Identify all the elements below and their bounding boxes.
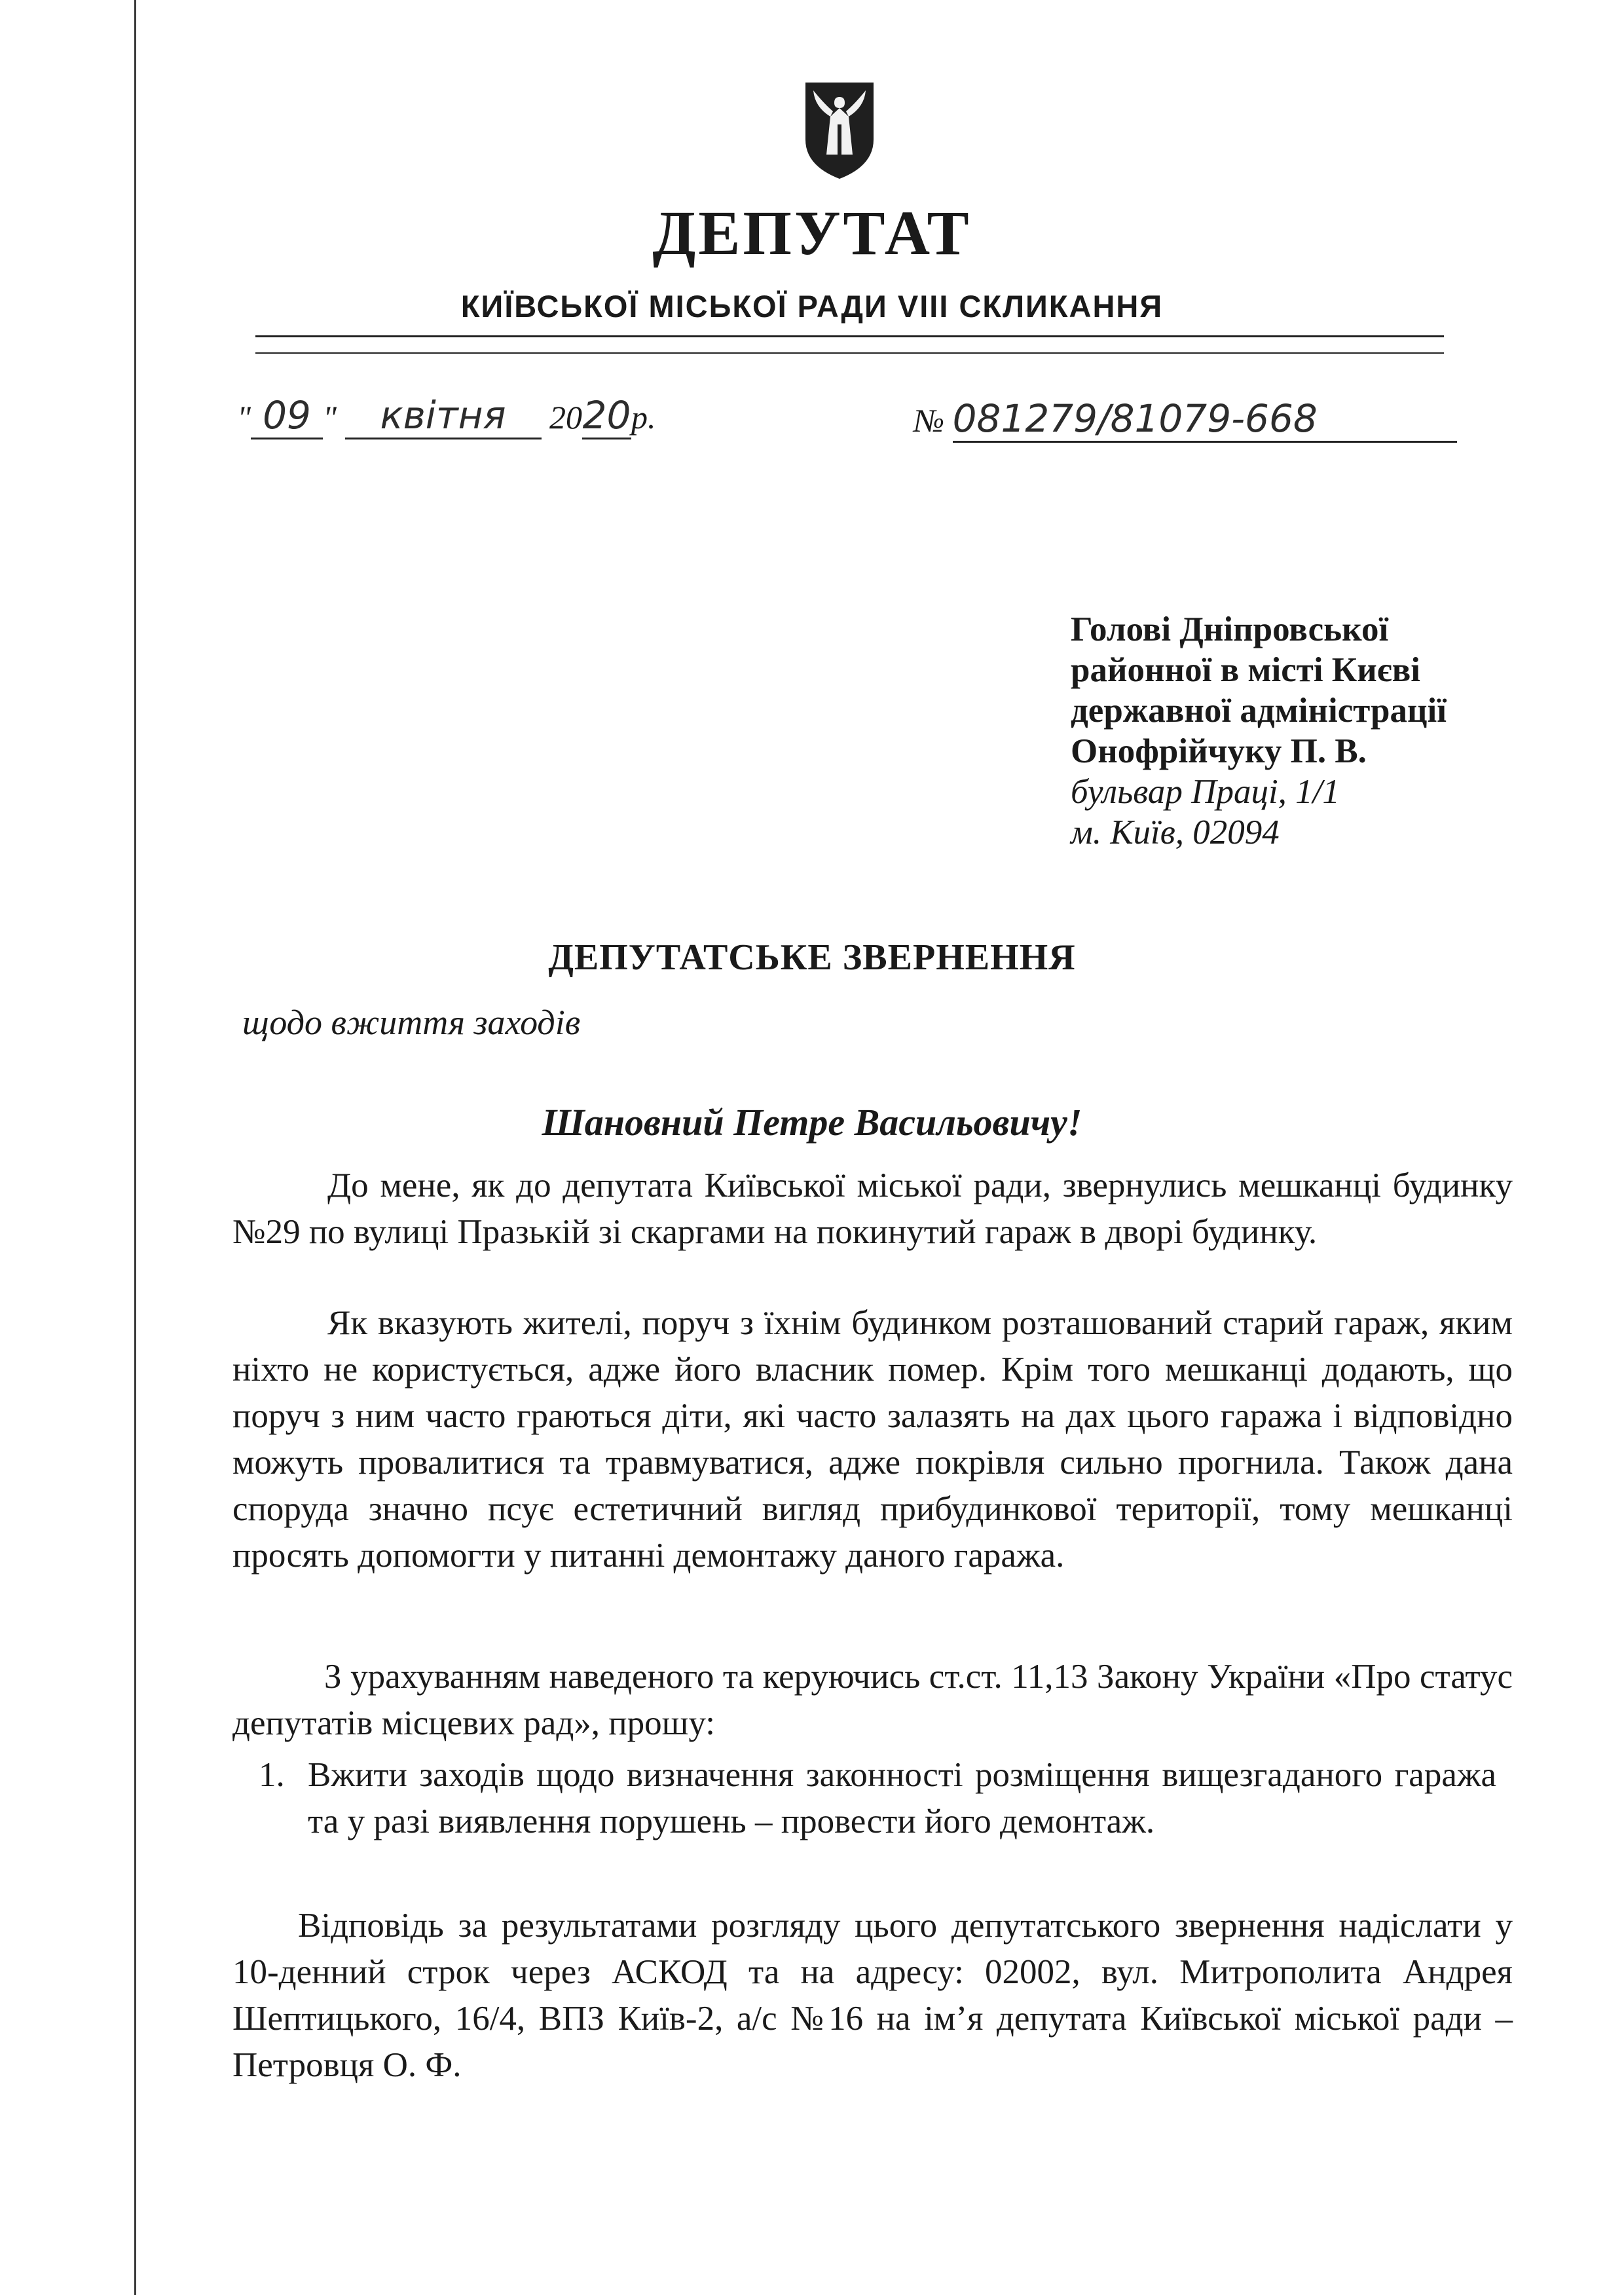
list-item-text: Вжити заходів щодо визначення законності розміщення вищезгаданого гаража та у разі виявлення порушень – провести його демонтаж. — [308, 1756, 1496, 1840]
date-year-prefix: 20 — [549, 399, 582, 436]
coat-of-arms-icon — [800, 77, 879, 182]
document-title: ДЕПУТАТСЬКЕ ЗВЕРНЕННЯ — [548, 937, 1076, 978]
addressee-line2: районної в місті Києві — [1071, 651, 1421, 689]
body-paragraph-3: З урахуванням наведеного та керуючись ст.ст. 11,13 Закону України «Про статус депутатів місцевих рад», прошу: — [232, 1658, 1513, 1742]
addressee-line3: державної адміністрації — [1071, 692, 1447, 730]
number-value: 081279/81079-668 — [953, 396, 1457, 443]
page-margin-line — [134, 0, 136, 2295]
body-paragraph-2: Як вказують жителі, поруч з їхнім будинком розташований старий гараж, яким ніхто не користується, адже його власник помер. Крім того мешканці додають, що поруч з ним часто граються діти, які часто залазять на дах цього гаража і відповідно можуть провалитися та травмуватися, адже покрівля сильно прогнила. Також дана споруда значно псує естетичний вигляд прибудинкової території, тому мешканці просять допомогти у питанні демонтажу даного гаража. — [232, 1304, 1513, 1575]
addressee-line1: Голові Дніпровської — [1071, 610, 1389, 648]
salutation: Шановний Петре Васильовичу! — [542, 1101, 1082, 1144]
outgoing-number — [913, 396, 1457, 443]
addressee-city: м. Київ, 02094 — [1071, 813, 1280, 851]
date-month: квітня — [345, 393, 542, 439]
document-subject: щодо вжиття заходів — [242, 1003, 581, 1042]
header-title: ДЕПУТАТ — [652, 198, 972, 268]
date-quote-open: " — [237, 399, 251, 436]
date-day: 09 — [251, 393, 323, 439]
date-year-tail: р. — [631, 399, 656, 436]
date-quote-close: " — [323, 399, 337, 436]
addressee-street: бульвар Праці, 1/1 — [1071, 773, 1340, 811]
list-item-number: 1. — [259, 1756, 285, 1794]
header-subtitle: КИЇВСЬКОЇ МІСЬКОЇ РАДИ VIII СКЛИКАННЯ — [460, 289, 1164, 324]
date-line — [237, 393, 656, 439]
date-year-suffix: 20 — [582, 393, 631, 439]
addressee-name: Онофрійчуку П. В. — [1071, 732, 1367, 770]
body-paragraph-1: До мене, як до депутата Київської міської ради, звернулись мешканці будинку №29 по вулиці Празькій зі скаргами на покинутий гараж в дворі будинку. — [232, 1166, 1513, 1251]
header-divider-thick — [255, 335, 1444, 337]
addressee-block — [1071, 609, 1447, 853]
body-paragraph-4: Відповідь за результатами розгляду цього депутатського звернення надіслати у 10-денний строк через АСКОД та на адресу: 02002, вул. Митрополита Андрея Шептицького, 16/4, ВПЗ Київ-2, а/с №16 на ім’я депутата Київської міської ради – Петровця О. Ф. — [232, 1907, 1513, 2084]
header-divider-thin — [255, 352, 1444, 354]
number-label: № — [913, 402, 945, 439]
